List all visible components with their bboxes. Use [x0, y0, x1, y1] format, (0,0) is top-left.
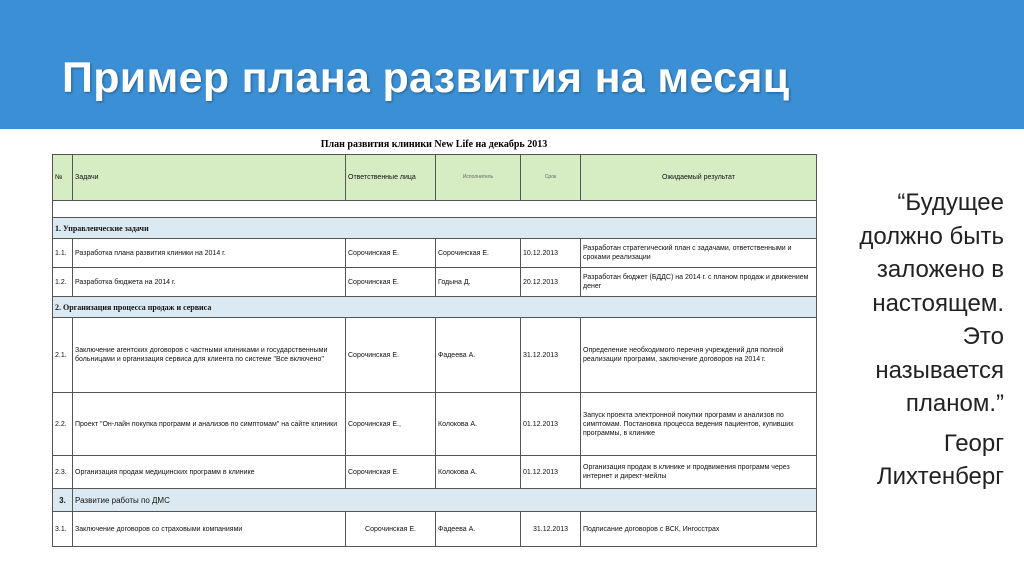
row-task: Заключение агентских договоров с частными клиниками и государственными больницами и организация сервиса для клиента по системе "Все включено" [73, 318, 346, 393]
row-executor: Колокова А. [436, 456, 521, 489]
quote-line: настоящем. [872, 289, 1004, 317]
header-task: Задачи [73, 155, 346, 201]
row-deadline: 31.12.2013 [521, 512, 581, 547]
row-executor: Фадеева А. [436, 512, 521, 547]
plan-table [52, 154, 817, 547]
plan-title: План развития клиники New Life на декабрь 2013 [320, 139, 548, 150]
quote-author [826, 427, 1004, 494]
section-row [53, 218, 817, 239]
table-header-row [53, 155, 817, 201]
header-responsible: Ответственные лица [346, 155, 436, 201]
section-title: Развитие работы по ДМС [73, 489, 817, 512]
row-result: Подписание договоров с ВСК, Ингосстрах [581, 512, 817, 547]
row-num: 2.1. [53, 318, 73, 393]
spacer-row [53, 201, 817, 218]
row-task: Проект "Он-лайн покупка программ и анализов по симптомам" на сайте клиники [73, 393, 346, 456]
row-executor: Годына Д. [436, 268, 521, 297]
quote-line: называется [875, 356, 1004, 384]
row-responsible: Сорочинская Е. [346, 456, 436, 489]
header-result: Ожидаемый результат [581, 155, 817, 201]
row-result: Запуск проекта электронной покупки программ и анализов по симптомам. Постановка процесса ведения пациентов, купивших программы, в клинике [581, 393, 817, 456]
row-responsible: Сорочинская Е. [346, 239, 436, 268]
section-row [53, 489, 817, 512]
quote-line: планом.” [905, 390, 1004, 417]
quote-author-line: Георг [943, 429, 1004, 457]
row-executor: Фадеева А. [436, 318, 521, 393]
quote-author-line: Лихтенберг [876, 463, 1004, 490]
row-responsible: Сорочинская Е. [346, 268, 436, 297]
row-responsible: Сорочинская Е. [346, 512, 436, 547]
row-num: 1.2. [53, 268, 73, 297]
slide-title: Пример плана развития на месяц [62, 54, 790, 102]
row-result: Определение необходимого перечня учреждений для полной реализации программ, заключение договоров на 2014 г. [581, 318, 817, 393]
row-num: 1.1. [53, 239, 73, 268]
row-task: Организация продаж медицинских программ в клинике [73, 456, 346, 489]
row-result: Разработан бюджет (БДДС) на 2014 г. с планом продаж и движением денег [581, 268, 817, 297]
row-responsible: Сорочинская Е., [346, 393, 436, 456]
row-num: 2.3. [53, 456, 73, 489]
row-task: Разработка бюджета на 2014 г. [73, 268, 346, 297]
section-row [53, 297, 817, 318]
row-executor: Сорочинская Е. [436, 239, 521, 268]
table-row [53, 239, 817, 268]
table-row [53, 318, 817, 393]
table-row [53, 512, 817, 547]
row-deadline: 10.12.2013 [521, 239, 581, 268]
table-row [53, 393, 817, 456]
row-deadline: 01.12.2013 [521, 393, 581, 456]
quote-line: “Будущее [897, 189, 1004, 216]
section-title: 2. Организация процесса продаж и сервиса [53, 297, 817, 318]
row-task: Заключение договоров со страховыми компаниями [73, 512, 346, 547]
section-title: 1. Управленческие задачи [53, 218, 817, 239]
header-executor: Исполнитель [436, 155, 521, 201]
header-num: № [53, 155, 73, 201]
quote [826, 186, 1004, 494]
quote-line: должно быть [859, 222, 1004, 250]
header-deadline: Срок [521, 155, 581, 201]
section-num: 3. [53, 489, 73, 512]
row-deadline: 01.12.2013 [521, 456, 581, 489]
row-executor: Колокова А. [436, 393, 521, 456]
table-row [53, 456, 817, 489]
row-result: Организация продаж в клинике и продвижения программ через интернет и директ-мейлы [581, 456, 817, 489]
row-responsible: Сорочинская Е. [346, 318, 436, 393]
quote-line: заложено в [876, 256, 1004, 283]
row-result: Разработан стратегический план с задачами, ответственными и сроками реализации [581, 239, 817, 268]
table-row [53, 268, 817, 297]
row-num: 3.1. [53, 512, 73, 547]
row-task: Разработка плана развития клиники на 2014 г. [73, 239, 346, 268]
row-deadline: 20.12.2013 [521, 268, 581, 297]
title-banner [0, 0, 1024, 129]
plan-document [52, 136, 816, 547]
quote-line: Это [962, 323, 1004, 350]
row-deadline: 31.12.2013 [521, 318, 581, 393]
row-num: 2.2. [53, 393, 73, 456]
